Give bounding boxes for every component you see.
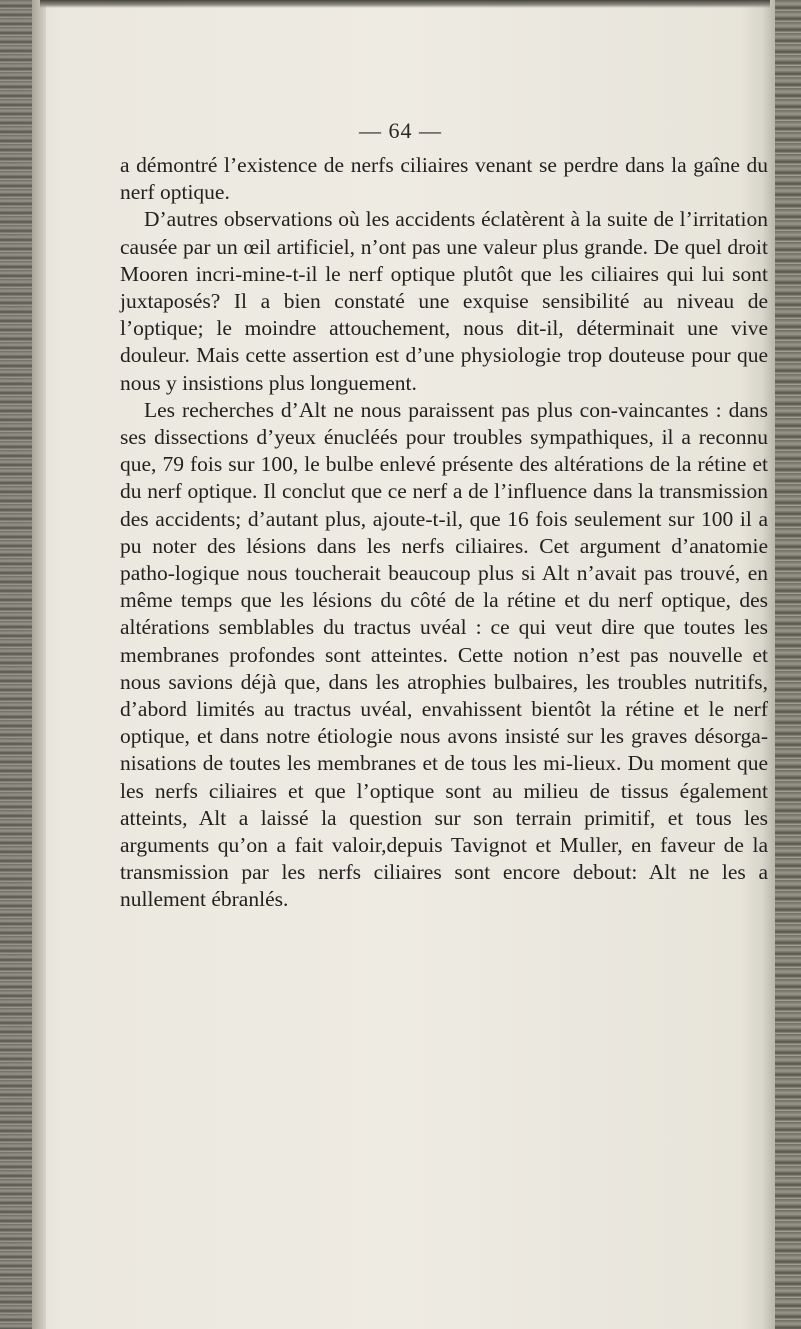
paragraph-1: a démontré l’existence de nerfs ciliaires venant se perdre dans la gaîne du nerf optique. <box>120 153 768 205</box>
binding-edge <box>0 0 32 1329</box>
paragraph-3: Les recherches d’Alt ne nous paraissent pas plus con-vaincantes : dans ses dissections d’yeux énucléés pour troubles sympathiques, il a reconnu que, 79 fois sur 100, le bulbe enlevé présente des altérations de la rétine et du nerf optique. Il conclut que ce nerf a de l’influence dans la transmission des accidents; d’autant plus, ajoute-t-il, que 16 fois seulement sur 100 il a pu noter des lésions dans les nerfs ciliaires. Cet argument d’anatomie patho-logique nous toucherait beaucoup plus si Alt n’avait pas trouvé, en même temps que les lésions du côté de la rétine et du nerf optique, des altérations semblables du tractus uvéal : ce qui veut dire que toutes les membranes profondes sont atteintes. Cette notion n’est pas nouvelle et nous savions déjà que, dans les atrophies bulbaires, les troubles nutritifs, d’abord limités au tractus uvéal, envahissent bientôt la rétine et le nerf optique, et dans notre étiologie nous avons insisté sur les graves désorga-nisations de toutes les membranes et de tous les mi-lieux. Du moment que les nerfs ciliaires et que l’optique sont au milieu de tissus également atteints, Alt a laissé la question sur son terrain primitif, et tous les arguments qu’on a fait valoir,depuis Tavignot et Muller, en faveur de la transmission par les nerfs ciliaires sont encore debout: Alt ne les a nullement ébranlés. <box>120 397 768 912</box>
page-edges <box>775 0 801 1329</box>
binding-shadow <box>32 0 46 1329</box>
paragraph-2: D’autres observations où les accidents éclatèrent à la suite de l’irritation causée par un œil artificiel, n’ont pas une valeur plus grande. De quel droit Mooren incri-mine-t-il le nerf optique plutôt que les ciliaires qui lui sont juxtaposés? Il a bien constaté une exquise sensibilité au niveau de l’optique; le moindre attouchement, nous dit-il, déterminait une vive douleur. Mais cette assertion est d’une physiologie trop douteuse pour que nous y insistions plus longuement. <box>120 207 768 395</box>
top-edge <box>40 0 770 8</box>
body-text <box>120 152 768 914</box>
page-number: — 64 — <box>359 118 442 143</box>
